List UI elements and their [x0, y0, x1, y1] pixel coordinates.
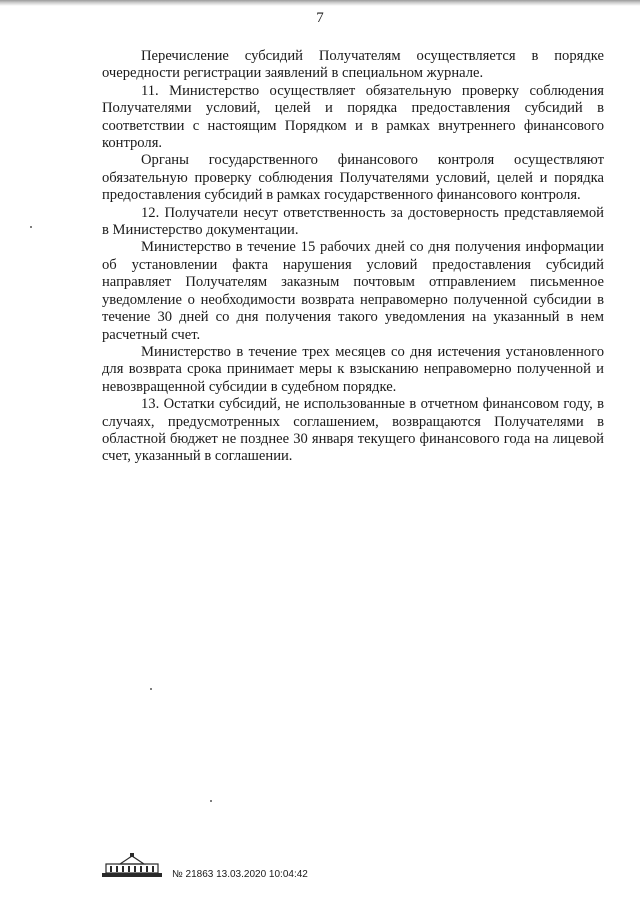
- page-number: 7: [316, 10, 324, 26]
- scan-speck: [150, 688, 152, 690]
- paragraph: Министерство в течение трех месяцев со дня истечения установленного для возврата срока принимает меры к взысканию неправомерно полученной и невозвращенной субсидии в судебном порядке.: [102, 343, 604, 395]
- paragraph: 11. Министерство осуществляет обязательную проверку соблюдения Получателями условий, целей и порядка предоставления субсидий в соответствии с настоящим Порядком и в рамках внутреннего финансового контроля.: [102, 82, 604, 152]
- document-footer: [100, 852, 400, 882]
- paragraph: 12. Получатели несут ответственность за достоверность представляемой в Министерство документации.: [102, 204, 604, 239]
- scan-speck: [30, 226, 32, 228]
- building-emblem-icon: [100, 852, 164, 878]
- document-body: [102, 48, 604, 466]
- registration-number: № 21863 13.03.2020 10:04:42: [172, 869, 308, 880]
- paragraph: Органы государственного финансового контроля осуществляют обязательную проверку соблюдения Получателями условий, целей и порядка предоставления субсидий в рамках государственного финансового контроля.: [102, 152, 604, 204]
- scan-top-edge: [0, 0, 640, 6]
- scan-speck: [210, 800, 212, 802]
- paragraph: 13. Остатки субсидий, не использованные в отчетном финансовом году, в случаях, предусмотренных соглашением, возвращаются Получателями в областной бюджет не позднее 30 января текущего финансового года на лицевой счет, указанный в соглашении.: [102, 396, 604, 465]
- paragraph: Министерство в течение 15 рабочих дней со дня получения информации об установлении факта нарушения условий предоставления субсидий направляет Получателям заказным почтовым отправлением письменное уведомление о необходимости возврата неправомерно полученной субсидии в течение 30 дней со дня получения такого уведомления на указанный в нем расчетный счет.: [102, 239, 604, 343]
- paragraph: Перечисление субсидий Получателям осуществляется в порядке очередности регистрации заявлений в специальном журнале.: [102, 48, 604, 82]
